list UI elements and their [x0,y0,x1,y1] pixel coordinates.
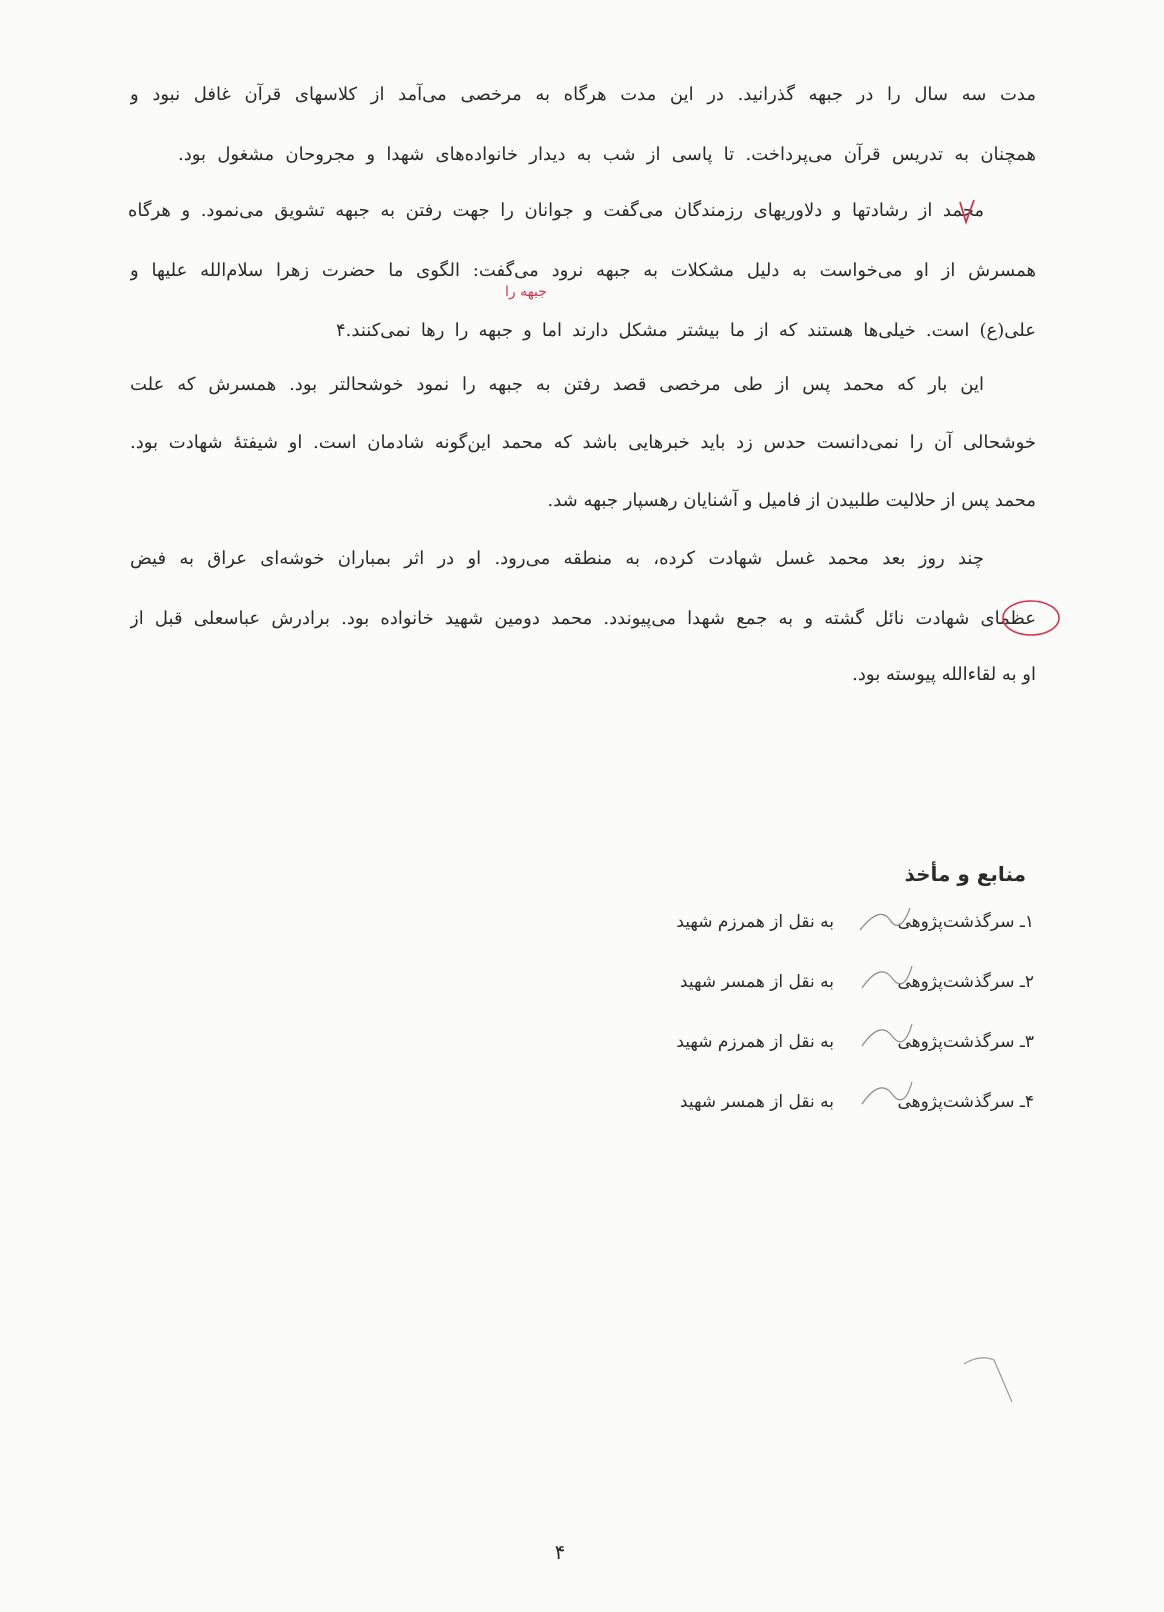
body-line-6: این بار که محمد پس از طی مرخصی قصد رفتن به جبهه را نمود خوشحالتر بود. همسرش که علت [130,374,984,395]
reference-source: به نقل از همسر شهید [679,972,834,992]
body-line-9: چند روز بعد محمد غسل شهادت کرده، به منطقه می‌رود. او در اثر بمباران خوشه‌ای عراق به فیض [130,548,984,569]
references-title: منابع و مأخذ [904,862,1026,886]
reference-label: ۱ـ سرگذشت‌پژوهی [897,912,1034,932]
reference-label: ۳ـ سرگذشت‌پژوهی [897,1032,1034,1052]
body-line-8: محمد پس از حلالیت طلبیدن از فامیل و آشنایان رهسپار جبهه شد. [547,490,1036,511]
references-list [514,912,1034,1152]
reference-item [514,912,1034,972]
red-circle-mark [1000,596,1062,640]
body-line-3: محمد از رشادتها و دلاوریهای رزمندگان می‌گفت و جوانان را جهت رفتن به جبهه تشویق می‌نمود. و هرگاه [128,200,984,221]
reference-item [514,1032,1034,1092]
pencil-stroke-mark [960,1350,1020,1410]
body-line-7: خوشحالی آن را نمی‌دانست حدس زد باید خبرهایی باشد که محمد این‌گونه شادمان است. او شیفتهٔ شهادت بود. [130,432,1036,453]
reference-item [514,972,1034,1032]
body-line-11: او به لقاءالله پیوسته بود. [852,664,1036,685]
reference-label: ۴ـ سرگذشت‌پژوهی [897,1092,1034,1112]
pencil-scribbles [850,900,920,1120]
reference-source: به نقل از همسر شهید [679,1092,834,1112]
body-line-4: همسرش از او می‌خواست به دلیل مشکلات به جبهه نرود می‌گفت: الگوی ما حضرت زهرا سلام‌الله علیها و [130,260,1036,281]
red-check-mark [956,196,978,226]
reference-source: به نقل از همرزم شهید [676,1032,834,1052]
reference-source: به نقل از همرزم شهید [676,912,834,932]
page-number: ۴ [554,1540,566,1564]
body-line-5: علی(ع) است. خیلی‌ها هستند که از ما بیشتر مشکل دارند اما و جبهه را رها نمی‌کنند.۴ [336,320,1036,341]
handwritten-note: جبهه را [505,284,547,300]
body-line-10: عظمای شهادت نائل گشته و به جمع شهدا می‌پیوندد. محمد دومین شهید خانواده بود. برادرش عباسعلی قبل از [130,608,1036,629]
reference-label: ۲ـ سرگذشت‌پژوهی [897,972,1034,992]
reference-item [514,1092,1034,1152]
body-line-1: مدت سه سال را در جبهه گذرانید. در این مدت هرگاه به مرخصی می‌آمد از کلاسهای قرآن غافل نبود و [130,84,1036,105]
body-line-2: همچنان به تدریس قرآن می‌پرداخت. تا پاسی از شب به دیدار خانواده‌های شهدا و مجروحان مشغول بود. [178,144,1036,165]
